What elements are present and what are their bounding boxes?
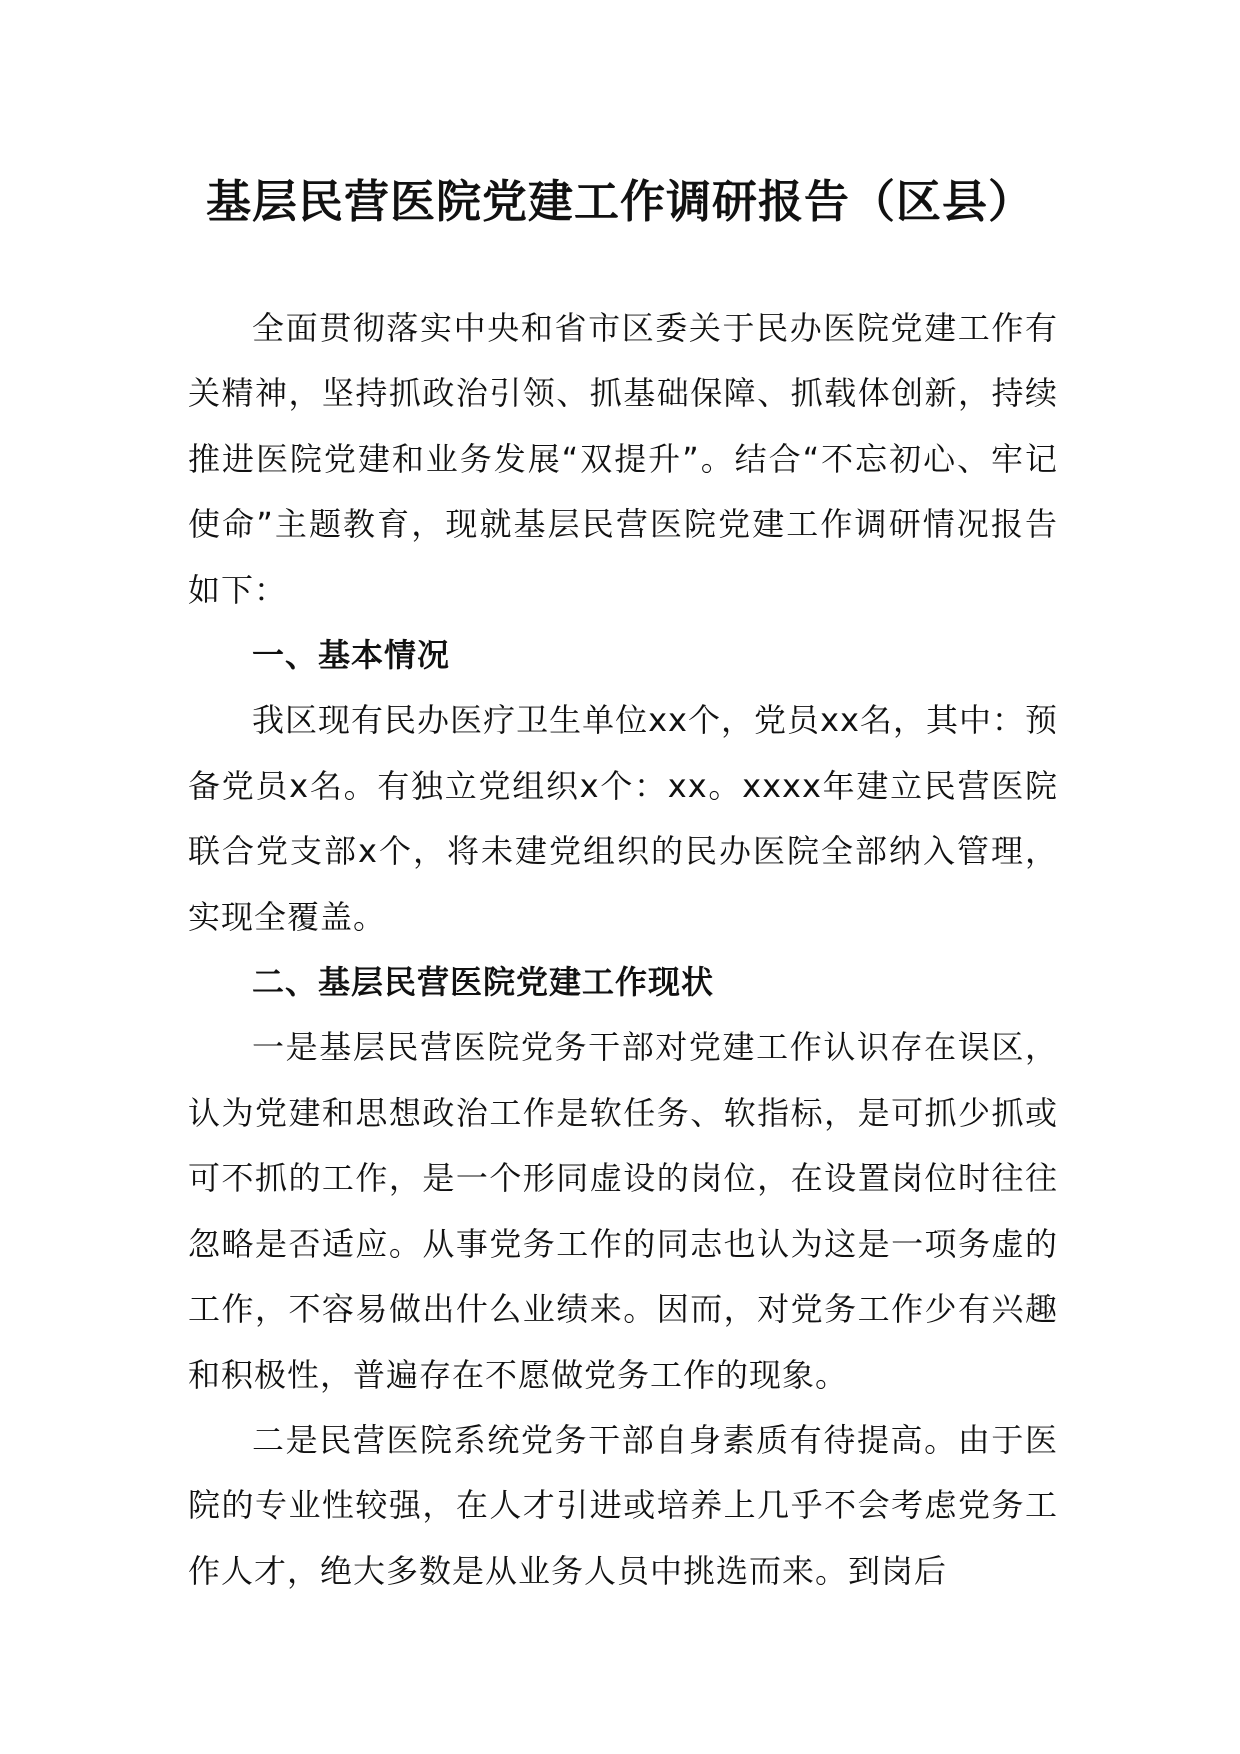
document-title: 基层民营医院党建工作调研报告（区县）: [205, 175, 1034, 228]
status-paragraph-2: 二是民营医院系统党务干部自身素质有待提高。由于医院的专业性较强，在人才引进或培养上几乎不会考虑党务工作人才，绝大多数是从业务人员中挑选而来。到岗后: [188, 1420, 1058, 1590]
status-paragraph-1: 一是基层民营医院党务干部对党建工作认识存在误区，认为党建和思想政治工作是软任务、软指标，是可抓少抓或可不抓的工作，是一个形同虚设的岗位，在设置岗位时往往忽略是否适应。从事党务工作的同志也认为这是一项务虚的工作，不容易做出什么业绩来。因而，对党务工作少有兴趣和积极性，普遍存在不愿做党务工作的现象。: [188, 1028, 1058, 1394]
section-heading-current-status: 二、基层民营医院党建工作现状: [252, 963, 715, 1002]
document-body: [188, 296, 1058, 1604]
basic-situation-paragraph: 我区现有民办医疗卫生单位xx个，党员xx名，其中：预备党员x名。有独立党组织x个：xx。xxxx年建立民营医院联合党支部x个，将未建党组织的民办医院全部纳入管理，实现全覆盖。: [188, 701, 1058, 936]
section-heading-basic-situation: 一、基本情况: [252, 636, 451, 675]
intro-paragraph: 全面贯彻落实中央和省市区委关于民办医院党建工作有关精神，坚持抓政治引领、抓基础保障、抓载体创新，持续推进医院党建和业务发展“双提升”。结合“不忘初心、牢记使命”主题教育，现就基层民营医院党建工作调研情况报告如下：: [188, 309, 1058, 609]
